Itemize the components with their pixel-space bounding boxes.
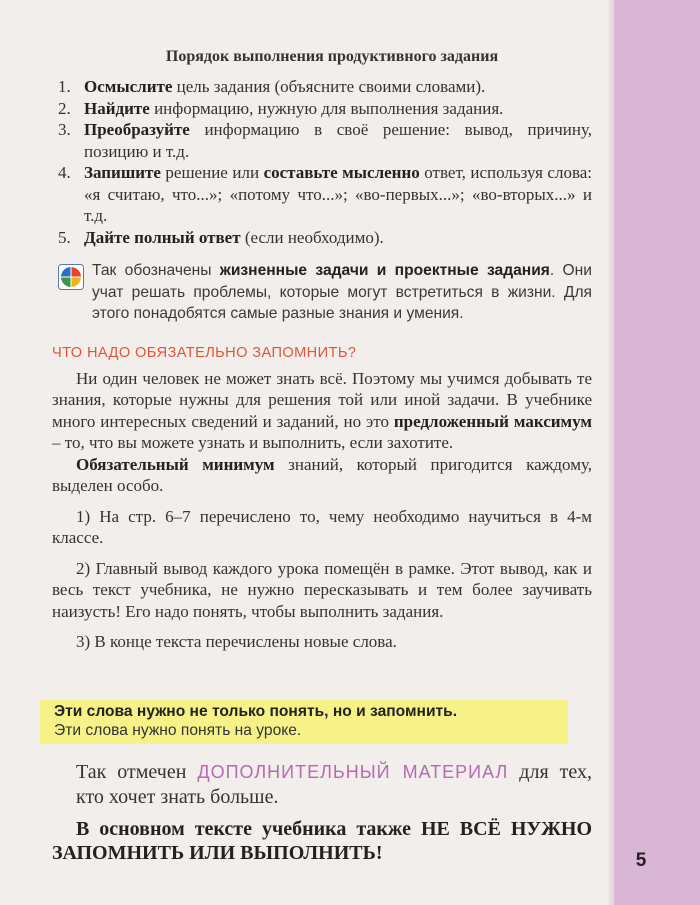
step-text: (если необходимо). bbox=[240, 227, 384, 247]
step-keyword: Преобразуйте bbox=[84, 120, 190, 139]
step-item bbox=[52, 98, 592, 120]
life-tasks-post: . Они учат решать проблемы, которые могут встретиться в жизни. Для этого понадобятся самые разные знания и умения. bbox=[92, 262, 592, 322]
paragraph-maximum bbox=[52, 368, 592, 454]
life-tasks-pre: Так обозначены bbox=[92, 262, 220, 279]
step-number: 1. bbox=[58, 77, 71, 96]
step-keyword: составьте мысленно bbox=[263, 163, 420, 182]
step-item bbox=[52, 76, 592, 98]
life-task-icon bbox=[58, 264, 84, 290]
main-content bbox=[52, 48, 592, 653]
step-number: 3. bbox=[58, 120, 71, 139]
memo-title: ЧТО НАДО ОБЯЗАТЕЛЬНО ЗАПОМНИТЬ? bbox=[52, 344, 357, 361]
step-number: 5. bbox=[58, 227, 71, 247]
step-text: решение или bbox=[160, 163, 264, 182]
steps-list bbox=[52, 76, 592, 248]
step-text: ответ, используя слова: «я считаю, что...»; «потому что...»; «во-первых...»; «во-вторых...» и т.д. bbox=[84, 163, 593, 225]
step-number: 4. bbox=[58, 163, 71, 182]
point-3: 3) В конце текста перечислены новые слова. bbox=[76, 632, 397, 651]
extra-material-label: ДОПОЛНИТЕЛЬНЫЙ МАТЕРИАЛ bbox=[197, 762, 509, 782]
extra-material-note bbox=[76, 760, 592, 810]
step-text: информацию, нужную для выполнения задания. bbox=[149, 98, 504, 118]
remember-words-highlight bbox=[40, 700, 568, 744]
step-text: информацию в своё решение: вывод, причину, позицию и т.д. bbox=[84, 120, 592, 161]
para-keyword: Обязательный минимум bbox=[76, 454, 275, 474]
para-keyword: предложенный максимум bbox=[393, 411, 592, 431]
step-keyword: Осмыслите bbox=[84, 77, 173, 96]
life-tasks-text bbox=[92, 260, 592, 325]
paragraph-minimum bbox=[52, 454, 592, 497]
step-keyword: Найдите bbox=[84, 98, 150, 118]
point-1: 1) На стр. 6–7 перечислено то, чему необходимо научиться в 4-м классе. bbox=[52, 506, 592, 547]
step-number: 2. bbox=[58, 98, 71, 118]
page-number: 5 bbox=[635, 850, 647, 871]
step-item bbox=[52, 119, 592, 162]
life-tasks-bold: жизненные задачи и проектные задания bbox=[219, 262, 550, 279]
step-text: цель задания (объясните своими словами). bbox=[172, 77, 486, 96]
remember-line-regular: Эти слова нужно понять на уроке. bbox=[54, 722, 302, 739]
page-margin-sidebar bbox=[612, 0, 700, 905]
page-heading: Порядок выполнения продуктивного задания bbox=[165, 48, 499, 65]
para-text: – то, что вы можете узнать и выполнить, если захотите. bbox=[52, 433, 454, 452]
para-text: Ни один человек не может знать всё. Поэтому мы учимся добывать те знания, которые нужны для решения той или иной задачи. В учебнике много интересных сведений и заданий, но это bbox=[52, 368, 592, 431]
extra-text: для тех, кто хочет знать больше. bbox=[76, 761, 592, 808]
point-2: 2) Главный вывод каждого урока помещён в рамке. Этот вывод, как и весь текст учебника, не нужно пересказывать и тем более заучивать наизусть! Его надо понять, чтобы выполнить задания. bbox=[52, 558, 592, 621]
step-keyword: Запишите bbox=[84, 163, 161, 182]
final-note: В основном тексте учебника также НЕ ВСЁ НУЖНО ЗАПОМНИТЬ ИЛИ ВЫПОЛНИТЬ! bbox=[52, 818, 592, 864]
extra-text: Так отмечен bbox=[76, 761, 198, 783]
step-item bbox=[52, 227, 592, 249]
remember-line-bold: Эти слова нужно не только понять, но и запомнить. bbox=[54, 703, 458, 720]
step-item bbox=[52, 162, 592, 227]
life-tasks-note bbox=[52, 260, 592, 325]
step-keyword: Дайте полный ответ bbox=[84, 227, 241, 247]
para-text: знаний, который пригодится каждому, выделен особо. bbox=[52, 454, 593, 495]
